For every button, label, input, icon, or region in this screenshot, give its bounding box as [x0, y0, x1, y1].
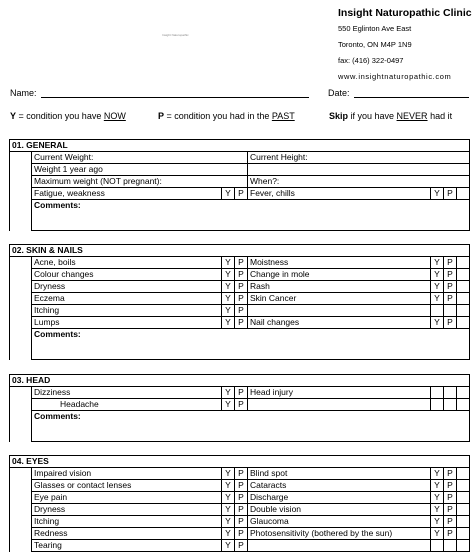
- y-checkbox[interactable]: Y: [222, 317, 235, 329]
- section-head: [9, 374, 470, 442]
- p-checkbox[interactable]: P: [235, 399, 248, 411]
- clinic-name: Insight Naturopathic Clinic: [338, 7, 472, 19]
- y-checkbox[interactable]: Y: [222, 305, 235, 317]
- name-field[interactable]: [10, 88, 309, 98]
- clinic-website: www.insightnaturopathic.com: [338, 71, 452, 81]
- symptom-label: Eye pain: [32, 492, 222, 504]
- name-input-line[interactable]: [41, 88, 309, 98]
- legend-skip: Skip: [329, 111, 349, 121]
- y-checkbox[interactable]: Y: [431, 281, 444, 293]
- y-checkbox[interactable]: Y: [222, 468, 235, 480]
- symptom-label: Eczema: [32, 293, 222, 305]
- date-label: Date:: [328, 88, 350, 98]
- symptom-label: Tearing: [32, 540, 222, 552]
- clinic-header: [338, 8, 472, 89]
- legend-had-it: had it: [427, 111, 453, 121]
- y-checkbox[interactable]: Y: [431, 257, 444, 269]
- symptom-label: Itching: [32, 305, 222, 317]
- symptom-label: Blind spot: [248, 468, 431, 480]
- symptom-label: [248, 540, 431, 552]
- symptom-label: Double vision: [248, 504, 431, 516]
- comments-field[interactable]: Comments:: [32, 411, 470, 442]
- p-checkbox[interactable]: P: [235, 528, 248, 540]
- symptom-label: Dryness: [32, 281, 222, 293]
- p-checkbox[interactable]: P: [235, 492, 248, 504]
- y-checkbox[interactable]: Y: [222, 257, 235, 269]
- y-checkbox[interactable]: Y: [431, 480, 444, 492]
- symptom-label: Headache: [32, 399, 222, 411]
- symptom-label: Lumps: [32, 317, 222, 329]
- symptom-label: Redness: [32, 528, 222, 540]
- when-field[interactable]: When?:: [248, 176, 470, 188]
- symptom-label: [248, 305, 431, 317]
- y-checkbox[interactable]: Y: [431, 492, 444, 504]
- current-weight-field[interactable]: Current Weight:: [32, 152, 248, 164]
- symptom-label: Dryness: [32, 504, 222, 516]
- symptom-label: Glaucoma: [248, 516, 431, 528]
- y-checkbox[interactable]: Y: [222, 516, 235, 528]
- y-checkbox[interactable]: Y: [431, 504, 444, 516]
- p-checkbox[interactable]: P: [235, 281, 248, 293]
- legend-p-text: = condition you had in the: [164, 111, 272, 121]
- y-checkbox[interactable]: Y: [222, 399, 235, 411]
- p-checkbox[interactable]: P: [235, 480, 248, 492]
- p-checkbox[interactable]: P: [235, 293, 248, 305]
- p-checkbox[interactable]: P: [235, 468, 248, 480]
- y-checkbox[interactable]: Y: [222, 540, 235, 552]
- y-checkbox[interactable]: Y: [222, 293, 235, 305]
- section-title: 02. SKIN & NAILS: [10, 245, 470, 257]
- p-checkbox[interactable]: P: [235, 305, 248, 317]
- date-input-line[interactable]: [354, 88, 469, 98]
- p-checkbox[interactable]: P: [444, 257, 457, 269]
- y-checkbox[interactable]: Y: [431, 468, 444, 480]
- symptom-label: Impaired vision: [32, 468, 222, 480]
- y-checkbox[interactable]: Y: [431, 269, 444, 281]
- symptom-label: Glasses or contact lenses: [32, 480, 222, 492]
- symptom-label: Fever, chills: [248, 188, 431, 200]
- p-checkbox[interactable]: P: [444, 528, 457, 540]
- p-checkbox[interactable]: P: [235, 188, 248, 200]
- current-height-field[interactable]: Current Height:: [248, 152, 470, 164]
- p-checkbox[interactable]: P: [444, 516, 457, 528]
- symptom-label: Acne, boils: [32, 257, 222, 269]
- y-checkbox[interactable]: Y: [222, 480, 235, 492]
- p-checkbox[interactable]: P: [444, 480, 457, 492]
- section-title: 03. HEAD: [10, 375, 470, 387]
- p-checkbox[interactable]: P: [235, 257, 248, 269]
- p-checkbox[interactable]: P: [444, 269, 457, 281]
- y-checkbox[interactable]: Y: [222, 188, 235, 200]
- symptom-label: Moistness: [248, 257, 431, 269]
- section-eyes: [9, 455, 470, 552]
- section-skin-nails: [9, 244, 470, 360]
- clinic-fax: fax: (416) 322-0497: [338, 55, 404, 65]
- p-checkbox[interactable]: P: [235, 516, 248, 528]
- p-checkbox[interactable]: P: [444, 293, 457, 305]
- y-checkbox[interactable]: Y: [431, 516, 444, 528]
- y-checkbox[interactable]: Y: [431, 188, 444, 200]
- p-checkbox[interactable]: P: [444, 317, 457, 329]
- p-checkbox[interactable]: P: [444, 188, 457, 200]
- y-checkbox[interactable]: Y: [222, 269, 235, 281]
- comments-field[interactable]: Comments:: [32, 329, 470, 360]
- y-checkbox[interactable]: Y: [222, 528, 235, 540]
- y-checkbox[interactable]: Y: [431, 317, 444, 329]
- symptom-label: Dizziness: [32, 387, 222, 399]
- symptom-label: Head injury: [248, 387, 431, 399]
- symptom-label: Change in mole: [248, 269, 431, 281]
- symptom-label: Nail changes: [248, 317, 431, 329]
- symptom-label: Photosensitivity (bothered by the sun): [248, 528, 431, 540]
- p-checkbox[interactable]: P: [235, 504, 248, 516]
- y-checkbox[interactable]: Y: [222, 387, 235, 399]
- max-weight-field[interactable]: Maximum weight (NOT pregnant):: [32, 176, 248, 188]
- legend-p-letter: P: [158, 111, 165, 121]
- symptom-label: Skin Cancer: [248, 293, 431, 305]
- name-label: Name:: [10, 88, 37, 98]
- clinic-city: Toronto, ON M4P 1N9: [338, 39, 412, 49]
- symptom-label: [248, 399, 431, 411]
- section-title: 04. EYES: [10, 456, 470, 468]
- p-checkbox[interactable]: P: [235, 269, 248, 281]
- y-checkbox[interactable]: Y: [222, 504, 235, 516]
- legend-y-text: = condition you have: [16, 111, 104, 121]
- clinic-address: 550 Eglinton Ave East: [338, 23, 412, 33]
- symptom-label: Cataracts: [248, 480, 431, 492]
- p-checkbox[interactable]: P: [444, 504, 457, 516]
- y-checkbox[interactable]: Y: [431, 293, 444, 305]
- legend-past: PAST: [271, 111, 295, 121]
- section-general: [9, 139, 470, 231]
- y-checkbox[interactable]: Y: [431, 528, 444, 540]
- legend-now: NOW: [103, 111, 126, 121]
- symptom-label: Fatigue, weakness: [32, 188, 222, 200]
- p-checkbox[interactable]: P: [235, 540, 248, 552]
- weight-year-ago-field[interactable]: Weight 1 year ago: [32, 164, 248, 176]
- legend-y-letter: Y: [10, 111, 17, 121]
- p-checkbox[interactable]: P: [444, 492, 457, 504]
- clinic-logo: Insight Naturopathic: [162, 33, 189, 37]
- p-checkbox[interactable]: P: [235, 317, 248, 329]
- blank-cell[interactable]: [248, 164, 470, 176]
- symptom-label: Colour changes: [32, 269, 222, 281]
- p-checkbox[interactable]: P: [235, 387, 248, 399]
- symptom-label: Rash: [248, 281, 431, 293]
- symptom-label: Discharge: [248, 492, 431, 504]
- symptom-label: Itching: [32, 516, 222, 528]
- p-checkbox[interactable]: P: [444, 468, 457, 480]
- legend-never: NEVER: [396, 111, 428, 121]
- comments-field[interactable]: Comments:: [32, 200, 470, 231]
- y-checkbox[interactable]: Y: [222, 492, 235, 504]
- date-field[interactable]: [328, 88, 469, 98]
- p-checkbox[interactable]: P: [444, 281, 457, 293]
- y-checkbox[interactable]: Y: [222, 281, 235, 293]
- legend-skip-text: if you have: [348, 111, 397, 121]
- section-title: 01. GENERAL: [10, 140, 470, 152]
